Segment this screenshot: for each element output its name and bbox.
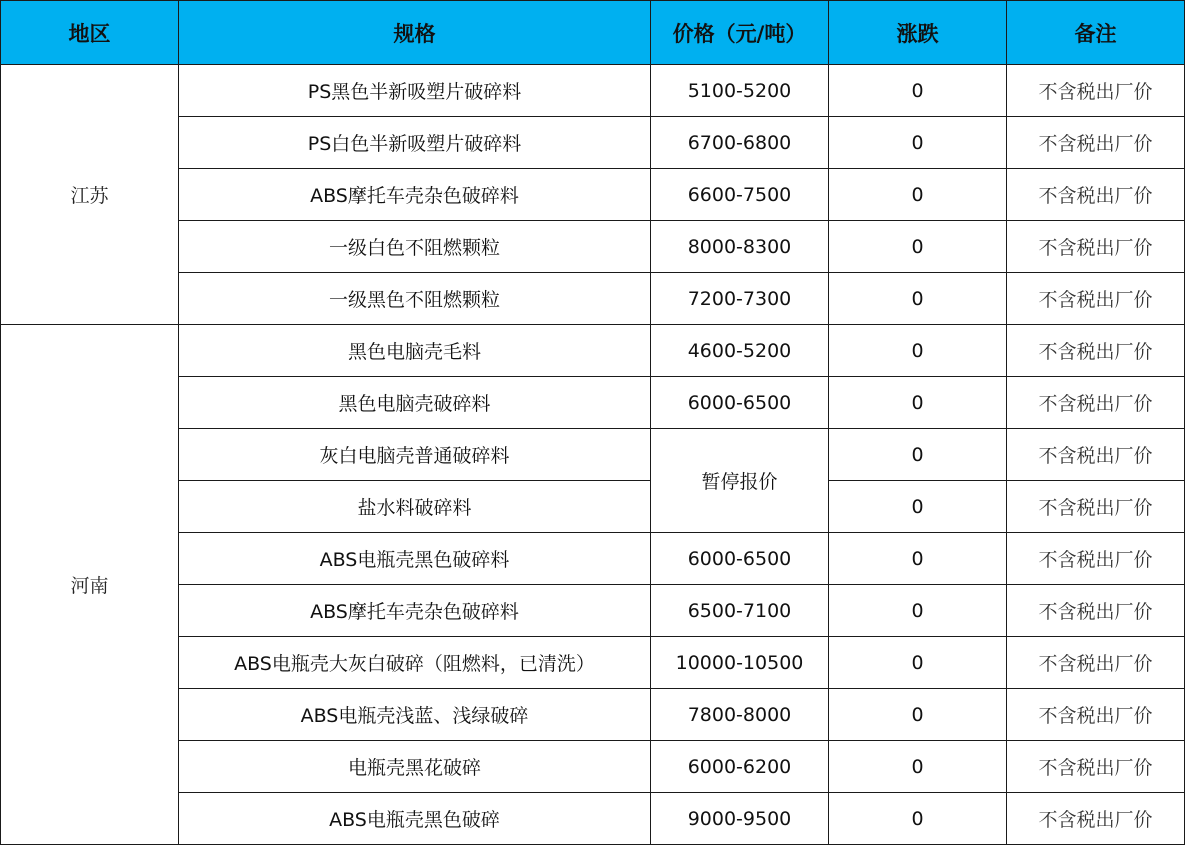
change-cell: 0 [829,429,1007,481]
spec-cell: 一级白色不阻燃颗粒 [179,221,651,273]
table-row [1,689,1185,741]
table-row [1,429,1185,481]
spec-cell: 一级黑色不阻燃颗粒 [179,273,651,325]
note-cell: 不含税出厂价 [1007,689,1185,741]
table-row [1,377,1185,429]
change-cell: 0 [829,689,1007,741]
price-cell: 6000-6500 [651,533,829,585]
spec-cell: ABS电瓶壳浅蓝、浅绿破碎 [179,689,651,741]
price-cell: 8000-8300 [651,221,829,273]
header-region: 地区 [1,1,179,65]
table-row [1,533,1185,585]
change-cell: 0 [829,585,1007,637]
header-spec: 规格 [179,1,651,65]
table-row [1,117,1185,169]
table-row [1,741,1185,793]
note-cell: 不含税出厂价 [1007,429,1185,481]
change-cell: 0 [829,377,1007,429]
change-cell: 0 [829,637,1007,689]
change-cell: 0 [829,533,1007,585]
note-cell: 不含税出厂价 [1007,793,1185,845]
table-row [1,221,1185,273]
note-cell: 不含税出厂价 [1007,377,1185,429]
note-cell: 不含税出厂价 [1007,273,1185,325]
note-cell: 不含税出厂价 [1007,325,1185,377]
spec-cell: 黑色电脑壳毛料 [179,325,651,377]
change-cell: 0 [829,273,1007,325]
price-cell: 5100-5200 [651,65,829,117]
change-cell: 0 [829,325,1007,377]
table-row [1,481,1185,533]
header-price: 价格（元/吨） [651,1,829,65]
spec-cell: ABS电瓶壳大灰白破碎（阻燃料，已清洗） [179,637,651,689]
spec-cell: ABS摩托车壳杂色破碎料 [179,169,651,221]
price-cell: 6000-6200 [651,741,829,793]
price-cell: 4600-5200 [651,325,829,377]
price-cell: 7200-7300 [651,273,829,325]
price-cell: 7800-8000 [651,689,829,741]
spec-cell: 黑色电脑壳破碎料 [179,377,651,429]
note-cell: 不含税出厂价 [1007,481,1185,533]
change-cell: 0 [829,169,1007,221]
note-cell: 不含税出厂价 [1007,221,1185,273]
price-cell: 6500-7100 [651,585,829,637]
table-row [1,273,1185,325]
note-cell: 不含税出厂价 [1007,117,1185,169]
spec-cell: ABS电瓶壳黑色破碎 [179,793,651,845]
price-cell: 6600-7500 [651,169,829,221]
spec-cell: 灰白电脑壳普通破碎料 [179,429,651,481]
price-cell: 6700-6800 [651,117,829,169]
change-cell: 0 [829,481,1007,533]
table-row [1,325,1185,377]
table-row [1,793,1185,845]
change-cell: 0 [829,221,1007,273]
price-cell-suspended: 暂停报价 [651,429,829,533]
note-cell: 不含税出厂价 [1007,637,1185,689]
price-cell: 6000-6500 [651,377,829,429]
header-row [1,1,1185,65]
note-cell: 不含税出厂价 [1007,741,1185,793]
table-row [1,169,1185,221]
spec-cell: 电瓶壳黑花破碎 [179,741,651,793]
spec-cell: PS黑色半新吸塑片破碎料 [179,65,651,117]
change-cell: 0 [829,117,1007,169]
spec-cell: PS白色半新吸塑片破碎料 [179,117,651,169]
change-cell: 0 [829,741,1007,793]
note-cell: 不含税出厂价 [1007,533,1185,585]
header-note: 备注 [1007,1,1185,65]
spec-cell: ABS摩托车壳杂色破碎料 [179,585,651,637]
table-row [1,65,1185,117]
region-cell-jiangsu: 江苏 [1,65,179,325]
spec-cell: ABS电瓶壳黑色破碎料 [179,533,651,585]
spec-cell: 盐水料破碎料 [179,481,651,533]
table-row [1,585,1185,637]
note-cell: 不含税出厂价 [1007,169,1185,221]
price-cell: 10000-10500 [651,637,829,689]
region-cell-henan: 河南 [1,325,179,845]
table-row [1,637,1185,689]
note-cell: 不含税出厂价 [1007,65,1185,117]
change-cell: 0 [829,65,1007,117]
note-cell: 不含税出厂价 [1007,585,1185,637]
header-change: 涨跌 [829,1,1007,65]
change-cell: 0 [829,793,1007,845]
price-cell: 9000-9500 [651,793,829,845]
